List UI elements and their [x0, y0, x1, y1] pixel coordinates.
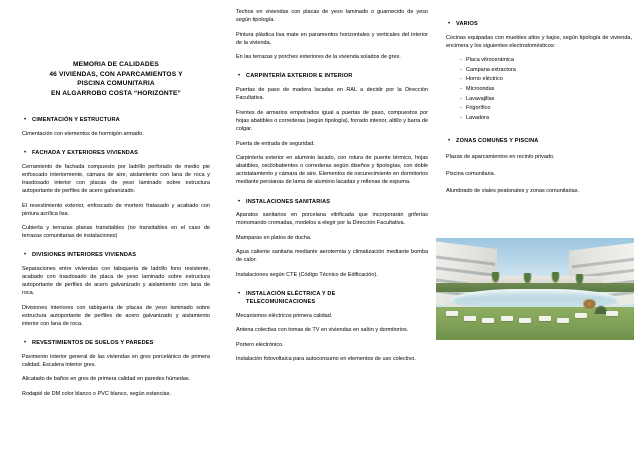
- list-item: - Lavadora: [460, 114, 632, 124]
- paragraph: Cubierta y terrazas planas transitables (no transitables en el caso de terrazas comunitarias de instalaciones): [22, 225, 210, 240]
- title-line-1: MEMORIA DE CALIDADES: [73, 61, 159, 68]
- paragraph: Antena colectiva con tomas de TV en viviendas en salón y dormitorios.: [236, 327, 409, 334]
- sun-lounger: [606, 311, 618, 316]
- list-item: - Campana extractora: [460, 66, 632, 76]
- list-item: - Lavavajillas: [460, 95, 632, 105]
- section-body: [22, 163, 210, 241]
- paragraph: Portero electrónico.: [236, 341, 284, 348]
- section-title: DIVISIONES INTERIORES VIVIENDAS: [32, 252, 137, 259]
- section-heading-row: [236, 290, 428, 306]
- floor-line: [572, 257, 634, 268]
- paragraph: Puertas de paso de madera lacadas en RAL a decidir por la Dirección Facultativa.: [236, 87, 428, 102]
- paragraph: Cocinas equipadas con muebles altos y bajos, según tipología de vivienda, encimera y los siguientes electrodomésticos:: [446, 34, 632, 49]
- bullet-icon: •: [24, 340, 27, 347]
- paragraph: Alumbrado de viales peatonales y zonas comunitarias.: [446, 188, 579, 195]
- section-body: [22, 130, 210, 138]
- list-item: - Microondas: [460, 85, 632, 95]
- section-heading-row: [22, 339, 210, 348]
- sun-lounger: [501, 316, 513, 321]
- palm-tree-icon: [551, 272, 560, 284]
- bullet-icon: •: [238, 198, 241, 205]
- section-cimentacion: [22, 116, 210, 138]
- paragraph: Frentes de armarios empotrados igual a puertas de paso, compuestos por hojas abatibles o correderas (según tipología), forrado interior, altillo y barra de colgar.: [236, 109, 428, 132]
- section-title: INSTALACIÓN ELÉCTRICA Y DE TELECOMUNICACIONES: [246, 291, 336, 306]
- title-line-4: EN ALGARROBO COSTA “HORIZONTE”: [51, 89, 181, 97]
- bullet-icon: •: [24, 150, 27, 157]
- palm-tree-icon: [575, 274, 584, 286]
- section-body: [446, 34, 632, 124]
- sun-lounger: [446, 311, 458, 316]
- section-body: [236, 211, 428, 279]
- document-title: [22, 60, 210, 98]
- paragraph: Carpintería exterior en aluminio lacado, con rotura de puente térmico, hojas abatibles, oscilobatientes o correderas según diseños y tipologías, con doble acristalamiento y cámara de aire. Elementos de oscurecimiento en dormitorios mediante persianas de lama de aluminio lacadas y rellenas de espuma.: [236, 155, 428, 186]
- paragraph: Cerramiento de fachada compuesto por ladrillo perforado de medio pie enfoscado interiormente, cámara de aire, aislamiento con lana de roca y trasdosado interior con placas de yeso laminado sobre estructura autoportante de perfiles de acero galvanizado.: [22, 163, 210, 194]
- sun-lounger: [482, 318, 494, 323]
- section-title: ZONAS COMUNES Y PISCINA: [456, 138, 539, 145]
- section-carpinteria: [236, 72, 428, 186]
- paragraph: Instalaciones según CTE (Código Técnico de Edificación).: [236, 272, 378, 279]
- paragraph: Cimentación con elementos de hormigón armado.: [22, 130, 144, 137]
- paragraph: Divisiones interiores con tabiquería de placas de yeso laminado sobre estructura autoportante de perfiles de acero galvanizado y aislamiento interior con lana de roca.: [22, 304, 210, 328]
- section-body: [236, 312, 428, 364]
- section-title: FACHADA Y EXTERIORES VIVIENDAS: [32, 150, 139, 157]
- paragraph: Instalación fotovoltaica para autoconsumo en elementos de uso colectivo.: [236, 356, 416, 363]
- column-two-intro: [236, 8, 428, 61]
- section-title: CARPINTERÍA EXTERIOR E INTERIOR: [246, 73, 353, 80]
- paragraph: Techos en viviendas con placas de yeso laminado o guarnecido de yeso según tipología.: [236, 9, 428, 24]
- paragraph: En las terrazas y porches exteriores de la vivienda solados de gres.: [236, 54, 401, 61]
- section-revestimientos: [22, 339, 210, 398]
- list-item: - Placa vitrocerámica: [460, 56, 632, 66]
- section-title: CIMENTACIÓN Y ESTRUCTURA: [32, 117, 120, 124]
- section-heading-row: [236, 72, 428, 81]
- bullet-icon: •: [448, 138, 451, 145]
- floor-line: [436, 255, 495, 265]
- list-item: - Frigorífico: [460, 104, 632, 114]
- section-heading-row: [446, 137, 632, 146]
- section-heading-row: [236, 198, 428, 207]
- column-three: [434, 0, 640, 195]
- paragraph: Piscina comunitaria.: [446, 171, 496, 178]
- pool-render-image: [436, 238, 634, 340]
- paragraph: Aparatos sanitarios en porcelana vitrificada que incorporarán griferías monomando cromadas, modelos a elegir por la Dirección Facultativa.: [236, 212, 428, 227]
- sun-lounger: [519, 318, 531, 323]
- paragraph: Mamparas en platos de ducha.: [236, 234, 312, 241]
- section-divisiones-interiores: [22, 251, 210, 328]
- section-body: [22, 265, 210, 328]
- paragraph: Pavimento interior general de las viviendas en gres porcelánico de primera calidad. Escalera interior gres.: [22, 353, 210, 368]
- sun-lounger: [539, 316, 551, 321]
- section-fachada: [22, 149, 210, 240]
- bullet-icon: •: [238, 73, 241, 80]
- column-one: [0, 0, 228, 398]
- paragraph: Separaciones entre viviendas con tabiquería de ladrillo fono resistente, acabado con trasdosado de placa de yeso laminado sobre estructura autoportante de perfiles de acero galvanizado y aislamiento con lana de roca.: [22, 266, 210, 297]
- section-zonas-comunes: [446, 137, 632, 195]
- section-title: INSTALACIONES SANITARIAS: [246, 198, 331, 205]
- title-line-3: PISCINA COMUNITARIA: [77, 80, 155, 88]
- section-instalaciones-sanitarias: [236, 198, 428, 280]
- section-body: [22, 353, 210, 398]
- sun-lounger: [575, 313, 587, 318]
- title-line-2: 46 VIVIENDAS, CON APARCAMIENTOS Y: [49, 70, 183, 78]
- section-body: [446, 153, 632, 195]
- appliance-list: [446, 56, 632, 123]
- palm-tree-icon: [523, 273, 532, 285]
- paragraph: Agua caliente sanitaria mediante aerotermia y climatización mediante bomba de calor.: [236, 249, 428, 264]
- paragraph: Alicatado de baños en gres de primera calidad en paredes húmedas.: [22, 376, 191, 383]
- paragraph: Mecanismos eléctricos primera calidad.: [236, 312, 333, 319]
- section-heading-row: [22, 251, 210, 260]
- bullet-icon: •: [238, 291, 241, 298]
- section-varios: [446, 20, 632, 123]
- column-two: [228, 0, 434, 363]
- bullet-icon: •: [24, 252, 27, 259]
- palm-tree-icon: [491, 272, 500, 284]
- section-title: REVESTIMIENTOS DE SUELOS Y PAREDES: [32, 340, 154, 347]
- sun-lounger: [557, 318, 569, 323]
- bullet-icon: •: [448, 21, 451, 27]
- paragraph: Pintura plástica lisa mate en paramentos horizontales y verticales del interior de la vivienda.: [236, 31, 428, 46]
- paragraph: Puerta de entrada de seguridad.: [236, 140, 315, 147]
- paragraph: El revestimiento exterior, enfoscado de mortero fratasado y acabado con pintura acrílica lisa.: [22, 202, 210, 217]
- section-instalacion-electrica: [236, 290, 428, 363]
- bullet-icon: •: [24, 117, 27, 124]
- section-heading-row: [446, 20, 632, 29]
- paragraph: Plazas de aparcamientos en recinto privado.: [446, 154, 555, 161]
- section-heading-row: [22, 116, 210, 125]
- section-heading-row: [22, 149, 210, 158]
- list-item: - Horno eléctrico: [460, 75, 632, 85]
- section-title: VARIOS: [456, 21, 478, 27]
- section-body: [236, 86, 428, 186]
- paragraph: Rodapié de DM color blanco o PVC blanco, según estancias.: [22, 391, 171, 398]
- sun-lounger: [464, 316, 476, 321]
